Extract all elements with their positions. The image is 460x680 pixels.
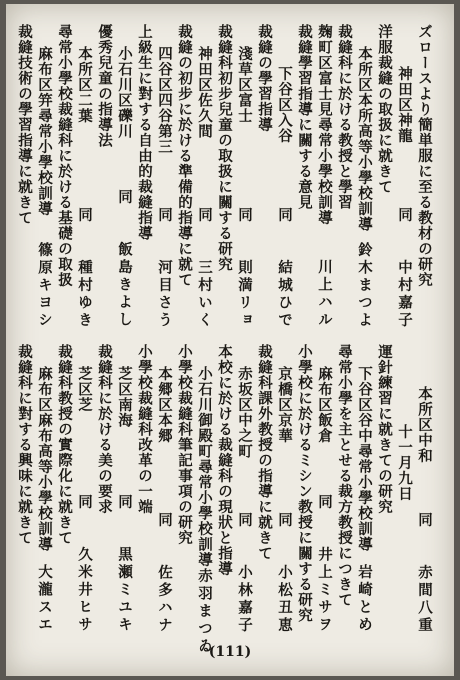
column-title: 裁縫學習指導に關する意見 — [296, 24, 313, 210]
text-column — [354, 24, 374, 329]
text-column — [34, 344, 54, 634]
column-title: 裁縫科に於ける教授と學習 — [336, 24, 353, 210]
text-column — [74, 344, 94, 634]
column-title: 本校に於ける裁縫科の現狀と指導 — [216, 344, 233, 577]
text-column — [214, 24, 234, 329]
column-name: 同 河目さう — [156, 206, 173, 329]
text-column — [374, 24, 394, 329]
column-name: 同 佐多ハナ — [156, 511, 173, 634]
column-title: 京橋区京華 — [276, 366, 293, 444]
page-number: (111) — [208, 644, 252, 660]
text-column — [134, 24, 154, 329]
column-name: 同 黒瀬ミユキ — [116, 494, 133, 634]
column-title: 十一月九日 — [396, 424, 413, 502]
column-title: 麻布区麻布高等小學校訓導 — [36, 366, 53, 552]
text-column — [394, 24, 414, 329]
text-column — [54, 344, 74, 634]
column-name: 同 飯島きよし — [116, 189, 133, 329]
text-column — [54, 24, 74, 329]
column-title: 神田区神龍 — [396, 66, 413, 144]
text-column — [14, 344, 34, 634]
text-column — [214, 344, 234, 634]
column-title: 神田区佐久間 — [196, 46, 213, 139]
text-column — [194, 24, 214, 329]
text-column — [354, 344, 374, 634]
text-column — [194, 344, 214, 655]
column-name: 同 中村嘉子 — [396, 206, 413, 329]
text-column — [154, 344, 174, 634]
column-title: 裁縫科に對する興味に就きて — [16, 344, 33, 546]
column-title: 尋常小學を主とせる裁方教授につきて — [336, 344, 353, 608]
column-title: 裁縫科教授の實際化に就きて — [56, 344, 73, 546]
column-name: 川上ハル — [316, 259, 333, 329]
column-title: 裁縫技術の學習指導に就きて — [16, 24, 33, 226]
column-name: 同 小林嘉子 — [236, 511, 253, 634]
column-title: 裁縫科に於ける美の要求 — [96, 344, 113, 515]
text-column — [134, 344, 154, 634]
column-title: 小石川御殿町尋常小學校訓導 — [196, 366, 213, 568]
text-column — [274, 344, 294, 634]
column-name: 同 種村ゆき — [76, 206, 93, 329]
column-title: 本郷区本郷 — [156, 366, 173, 444]
column-title: 麻布区飯倉 — [316, 366, 333, 444]
column-title: 下谷区谷中尋常小學校訓導 — [356, 366, 373, 552]
text-column — [294, 344, 314, 634]
text-column — [234, 344, 254, 634]
text-column — [34, 24, 54, 329]
column-name: 同 井上ミサヲ — [316, 494, 333, 634]
text-column — [394, 344, 414, 634]
column-title: 優秀兒童の指導法 — [96, 24, 113, 148]
column-name: 同 三村いく — [196, 206, 213, 329]
column-name: 赤羽まつゐ — [196, 567, 213, 655]
column-name: 同 赤間八重 — [416, 511, 433, 634]
text-column — [94, 344, 114, 634]
column-title: 洋服裁縫の取扱に就きて — [376, 24, 393, 195]
text-column — [294, 24, 314, 329]
top-column-group — [16, 24, 434, 329]
column-name: 同 則満リョ — [236, 206, 253, 329]
column-title: 小石川区礫川 — [116, 46, 133, 139]
column-name: 同 久米井ヒサ — [76, 494, 93, 634]
column-title: 小學校裁縫科改革の一端 — [136, 344, 153, 515]
column-title: 裁縫の學習指導 — [256, 24, 273, 133]
column-name: 鈴木まつよ — [356, 241, 373, 329]
text-column — [414, 24, 434, 329]
text-column — [74, 24, 94, 329]
column-title: 下谷区入谷 — [276, 66, 293, 144]
text-column — [94, 24, 114, 329]
column-title: 裁縫の初步に於ける準備的指導に就て — [176, 24, 193, 288]
column-title: 裁縫科課外教授の指導に就きて — [256, 344, 273, 561]
text-column — [14, 24, 34, 329]
text-column — [274, 24, 294, 329]
column-title: 麹町区富士見尋常小學校訓導 — [316, 24, 333, 226]
text-column — [174, 344, 194, 634]
column-name: 同 小松丑恵 — [276, 511, 293, 634]
column-name: 大瀧スエ — [36, 564, 53, 634]
text-column — [254, 344, 274, 634]
column-title: 赤坂区中之町 — [236, 366, 253, 459]
text-column — [234, 24, 254, 329]
column-title: ズロースより簡単服に至る教材の研究 — [416, 24, 433, 288]
text-column — [254, 24, 274, 329]
column-title: 本所区本所高等小學校訓導 — [356, 46, 373, 232]
text-column — [334, 344, 354, 634]
column-title: 運針練習に就きての研究 — [376, 344, 393, 515]
text-column — [154, 24, 174, 329]
column-name: 岩崎とめ — [356, 564, 373, 634]
column-title: 裁縫科初步兒童の取扱に關する研究 — [216, 24, 233, 272]
column-title: 上級生に對する自由的裁縫指導 — [136, 24, 153, 241]
column-title: 四谷区四谷第三 — [156, 46, 173, 155]
text-column — [174, 24, 194, 329]
text-column — [374, 344, 394, 634]
text-column — [114, 24, 134, 329]
column-name: 同 結城ひで — [276, 206, 293, 329]
column-title: 小學校に於けるミシン教授に關する研究 — [296, 344, 313, 623]
column-name: 篠原キヨシ — [36, 241, 53, 329]
column-title: 小學校裁縫科筆記事項の研究 — [176, 344, 193, 546]
text-column — [114, 344, 134, 634]
column-title: 芝区芝 — [76, 366, 93, 413]
column-title: 麻布区笄尋常小學校訓導 — [36, 46, 53, 217]
text-column — [314, 344, 334, 634]
column-title: 本所区中和 — [416, 386, 433, 464]
column-title: 芝区南海 — [116, 366, 133, 428]
text-column — [314, 24, 334, 329]
book-page — [6, 4, 454, 676]
text-column — [334, 24, 354, 329]
text-column — [414, 344, 434, 634]
column-title: 淺草区富士 — [236, 46, 253, 124]
column-title: 本所区二葉 — [76, 46, 93, 124]
column-title: 尋常小學校裁縫科に於ける基礎の取扱 — [56, 24, 73, 288]
